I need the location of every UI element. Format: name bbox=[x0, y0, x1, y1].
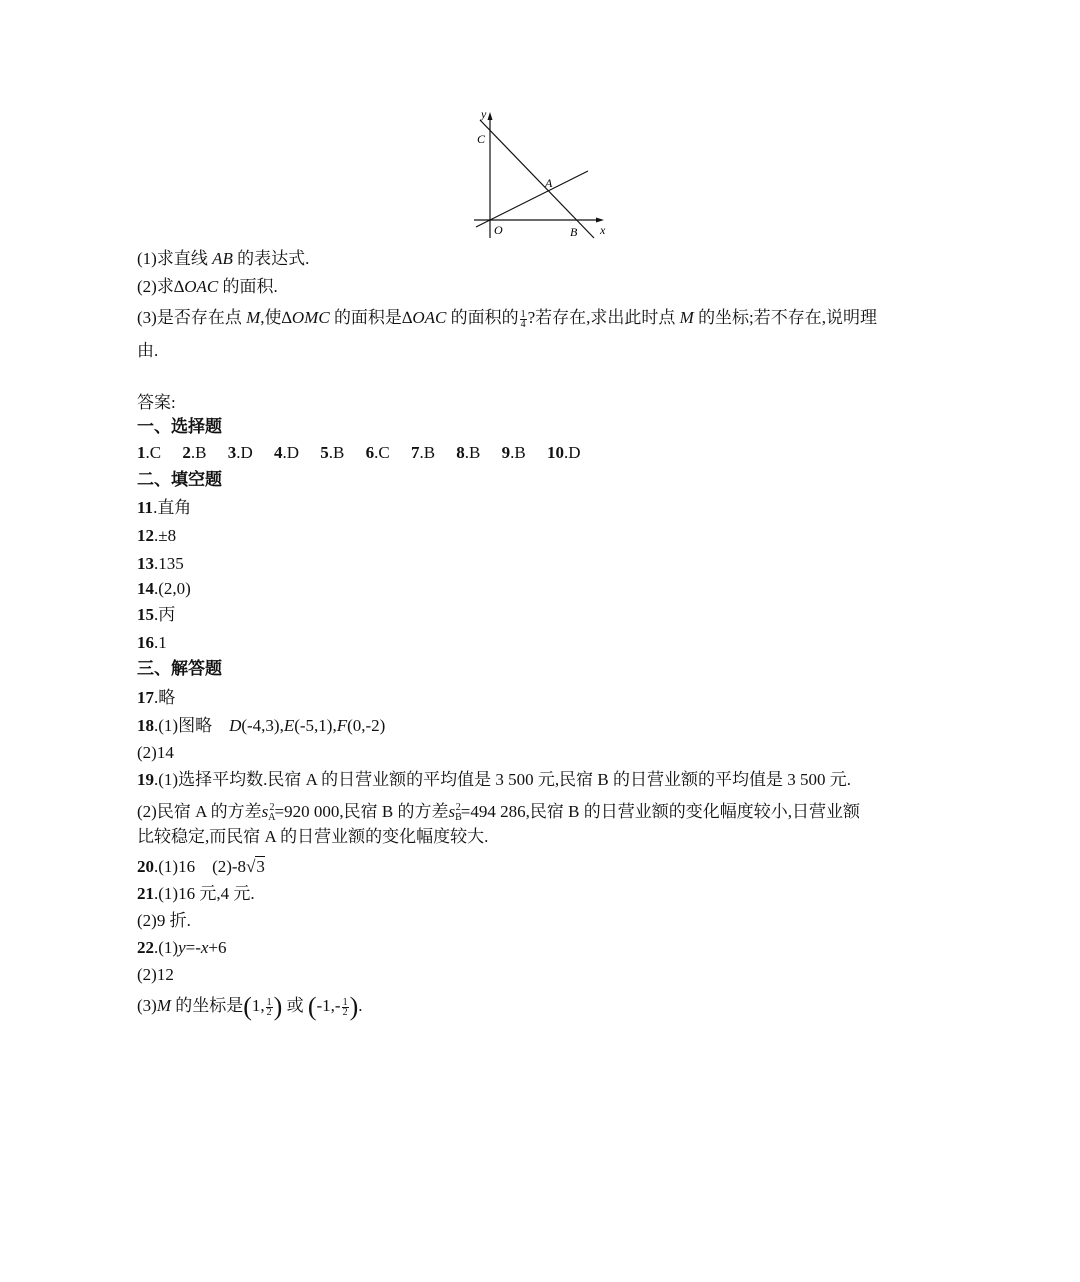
choice-2: 2.B bbox=[182, 443, 207, 462]
question-2: (2)求∆OAC 的面积. bbox=[137, 277, 278, 296]
answer-21-part2: (2)9 折. bbox=[137, 911, 191, 930]
answer-12: 12.±8 bbox=[137, 526, 177, 545]
label-c: C bbox=[477, 132, 486, 146]
line-oa bbox=[476, 171, 588, 227]
choice-6: 6.C bbox=[365, 443, 390, 462]
answer-13: 13.135 bbox=[137, 554, 184, 573]
label-b: B bbox=[570, 225, 578, 239]
answer-18-part2: (2)14 bbox=[137, 743, 174, 762]
answer-18: 18.(1)图略 D(-4,3),E(-5,1),F(0,-2) bbox=[137, 716, 386, 735]
question-3-cont: 由. bbox=[137, 341, 159, 360]
answer-19-part2: (2)民宿 A 的方差$s_A^2=920$ 000,民宿 B 的方差$s_B^2=494$ 286,民宿 B 的日营业额的变化幅度较小,日营业额 bbox=[137, 802, 860, 823]
question-3: (3)是否存在点 M,使∆OMC 的面积是∆OAC 的面积的 $\frac{1}{4}$ ?若存在,求出此时点 M 的坐标;若不存在,说明理 bbox=[137, 308, 878, 330]
y-axis-arrow bbox=[488, 112, 493, 120]
section-solve: 三、解答题 bbox=[137, 659, 222, 678]
choice-answers bbox=[137, 442, 581, 464]
answer-20: 20.(1)16 (2)-8√3 bbox=[137, 857, 265, 876]
choice-9: 9.B bbox=[501, 443, 526, 462]
section-choice: 一、选择题 bbox=[137, 417, 222, 436]
coordinate-figure bbox=[468, 106, 614, 242]
choice-4: 4.D bbox=[273, 443, 299, 462]
answer-22-part2: (2)12 bbox=[137, 965, 174, 984]
answer-11: 11.直角 bbox=[137, 498, 192, 517]
choice-3: 3.D bbox=[227, 443, 253, 462]
answer-22-part3: (3)M 的坐标是(1, $\frac{1}{2}$ ) 或 (-1,- $\frac{1}{2}$ ). bbox=[137, 992, 363, 1021]
answer-17: 17.略 bbox=[137, 688, 176, 707]
label-x: x bbox=[600, 223, 606, 237]
fraction-one-quarter: $\frac{1}{4}$ bbox=[520, 308, 526, 330]
choice-7: 7.B bbox=[410, 443, 436, 462]
question-1: (1)求直线 AB 的表达式. bbox=[137, 249, 310, 268]
answers-title: 答案: bbox=[137, 393, 176, 412]
label-o: O bbox=[494, 223, 503, 237]
answer-19: 19.(1)选择平均数.民宿 A 的日营业额的平均值是 3 500 元,民宿 B 的日营业额的平均值是 3 500 元. bbox=[137, 770, 851, 789]
answer-19-part3: 比较稳定,而民宿 A 的日营业额的变化幅度较大. bbox=[137, 827, 489, 846]
answer-16: 16.1 bbox=[137, 633, 167, 652]
fraction-one-half-b: $\frac{1}{2}$ bbox=[342, 996, 348, 1018]
choice-8: 8.B bbox=[456, 443, 481, 462]
answer-15: 15.丙 bbox=[137, 605, 176, 624]
choice-10: 10.D bbox=[546, 443, 581, 462]
choice-5: 5.B bbox=[320, 443, 345, 462]
answer-14: 14.(2,0) bbox=[137, 579, 191, 598]
label-a: A bbox=[545, 176, 553, 190]
choice-1: 1.C bbox=[137, 443, 162, 462]
fraction-one-half-a: $\frac{1}{2}$ bbox=[266, 996, 272, 1018]
answer-22: 22.(1)y=-x+6 bbox=[137, 938, 227, 957]
label-y: y bbox=[481, 107, 487, 121]
x-axis-arrow bbox=[596, 218, 604, 223]
answer-21: 21.(1)16 元,4 元. bbox=[137, 884, 255, 903]
section-fill: 二、填空题 bbox=[137, 470, 222, 489]
